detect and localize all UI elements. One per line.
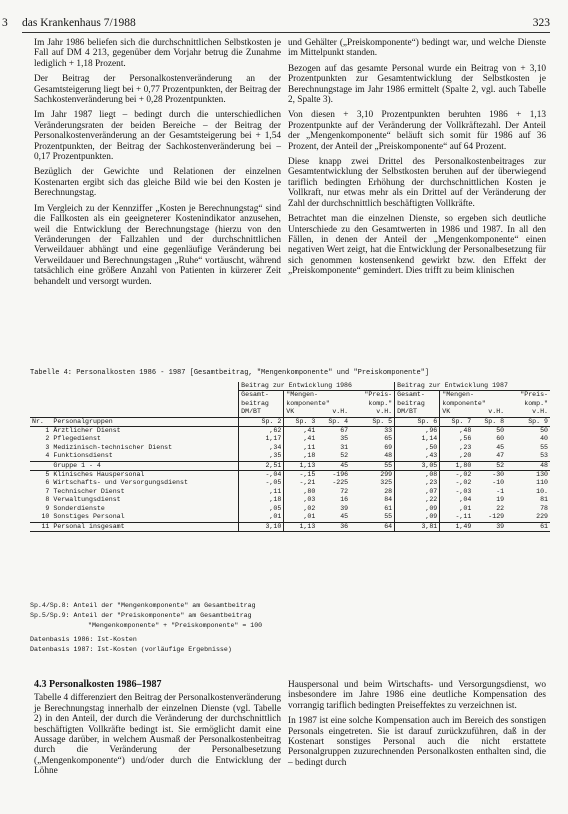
header-cell: komp."	[368, 399, 393, 407]
table-cell: ,04	[440, 496, 474, 504]
table-cell: Sonstiges Personal	[53, 513, 125, 521]
header-cell: DM/BT	[239, 408, 284, 417]
table-cell: Ärztlicher Dienst	[53, 427, 121, 435]
table-cell: ,20	[440, 452, 474, 461]
text-column-left-bottom	[34, 680, 281, 782]
paragraph: Im Jahr 1987 liegt – bedingt durch die unterschiedlichen Veränderungsraten der beiden Bereiche – der Beitrag der Personalkostenveränderung an der Gesamtsteigerung bei + 1,54 Prozentpunkten, der Beitrag der Sachkostenveränderung bei – 0,17 Prozentpunkten.	[34, 110, 281, 163]
table-cell: -,21	[284, 479, 318, 487]
header-cell: "Mengen-	[284, 391, 350, 400]
table-cell: 10	[41, 513, 50, 521]
header-cell: beitrag	[395, 400, 440, 408]
table-cell: 1,49	[440, 522, 474, 531]
table-cell: 28	[384, 487, 393, 495]
table-cell: ,01	[239, 513, 284, 522]
table-cell: ,41	[284, 427, 318, 436]
column-number: Sp. 5	[350, 417, 394, 426]
table-cell: 55	[540, 443, 548, 451]
table-cell: Wirtschafts- und Versorgungsdienst	[53, 479, 188, 487]
header-cell: v.H.	[532, 408, 548, 416]
table-cell	[30, 461, 51, 470]
table-cell: ,07	[395, 488, 440, 496]
table-cell: 31	[340, 443, 349, 451]
table-cell: 3,81	[395, 522, 440, 531]
table-cell: 36	[317, 522, 350, 531]
table-cell: ,11	[239, 488, 284, 496]
table-cell: 1,80	[440, 461, 474, 470]
table-cell: 61	[384, 504, 393, 512]
margin-number: 3	[2, 17, 8, 29]
table-cell: 2	[45, 435, 50, 443]
table-cell: 60	[496, 435, 505, 443]
table-cell: ,80	[284, 488, 318, 496]
table-cell: 110	[536, 479, 548, 487]
table-cell: 325	[380, 479, 393, 487]
table-cell: Medizinisch-technischer Dienst	[53, 443, 173, 451]
table-row	[30, 444, 550, 452]
table-cell: Sonderdienste	[53, 504, 105, 512]
table-cell: Verwaltungsdienst	[53, 496, 121, 504]
paragraph: Hauspersonal und beim Wirtschafts- und Versorgungsdienst, wo insbesondere im Jahre 1986 eine deutliche Kompensation des vorrangig tariflich bedingten Preiseffektes zu verzeichnen ist.	[288, 680, 546, 711]
table-caption: Tabelle 4: Personalkosten 1986 - 1987 [Gesamtbeitrag, "Mengenkomponente" und "Preiskomponente"]	[30, 369, 430, 377]
table-cell: ,23	[395, 479, 440, 487]
table-cell: 6	[45, 479, 50, 487]
note-line: Sp.5/Sp.9: Anteil der "Preiskomponente" am Gesamtbeitrag	[30, 612, 252, 619]
table-cell: Pflegedienst	[53, 435, 101, 443]
table-cell: 8	[45, 496, 50, 504]
paragraph: Im Jahr 1986 beliefen sich die durchschnittlichen Selbstkosten je Fall auf DM 4 213, gegenüber dem Vorjahr betrug die Zunahme lediglich + 1,18 Prozent.	[34, 38, 281, 69]
table-cell: ,35	[239, 452, 284, 461]
table-row	[30, 471, 550, 480]
page-number: 323	[532, 17, 550, 29]
paragraph: Betrachtet man die einzelnen Dienste, so ergeben sich deutliche Unterschiede zu den Gesamtwerten in 1986 und 1987. In all den Fällen, in denen der Anteil der „Mengenkomponente“ einen negativen Wert zeigt, hat die Entwicklung der Personalbesetzung für sich genommen kostensenkend gewirkt bzw. den Effekt der „Preiskomponente“ gemindert. Dies trifft zu beim klinischen	[288, 214, 546, 277]
table-cell: ,11	[284, 444, 318, 452]
table-cell: ,23	[440, 444, 474, 452]
table-cell: ,18	[284, 452, 318, 461]
table-cell: ,41	[284, 435, 318, 443]
table-cell: Personal insgesamt	[51, 522, 238, 531]
header-nr: Nr.	[30, 417, 51, 426]
table-row	[30, 452, 550, 461]
note-line: Sp.4/Sp.8: Anteil der "Mengenkomponente" am Gesamtbeitrag	[30, 602, 256, 609]
table-cell: 10.	[536, 487, 548, 495]
table-cell: 50	[496, 427, 505, 435]
table-cell: -,11	[440, 513, 474, 522]
journal-title: das Krankenhaus 7/1988	[22, 17, 136, 29]
table-cell: 45	[496, 443, 505, 451]
text-column-left-top	[34, 38, 281, 292]
table-cell: 67	[340, 427, 349, 435]
note-line: "Mengenkomponente" + "Preiskomponente" = 100	[88, 622, 263, 629]
table-cell: -129	[488, 513, 505, 521]
table-row	[30, 479, 550, 487]
table-cell: 22	[496, 504, 505, 512]
table-cell: -,05	[239, 479, 284, 487]
personnel-cost-table	[30, 382, 550, 532]
table-cell: 39	[473, 522, 506, 531]
table-row	[30, 435, 550, 443]
table-cell: 3,05	[395, 461, 440, 470]
table-cell: ,56	[440, 435, 474, 443]
table-row	[30, 461, 550, 470]
table-cell: 47	[496, 452, 505, 460]
header-cell: Gesamt-	[239, 391, 284, 400]
header-cell: "Preis-	[520, 391, 548, 399]
table-cell: 229	[536, 513, 548, 521]
header-cell: DM/BT	[395, 408, 440, 417]
table-cell: ,08	[395, 471, 440, 480]
table-cell: 130	[536, 471, 548, 479]
table-row	[30, 427, 550, 436]
column-number: Sp. 8	[473, 417, 506, 426]
group-header-1986: Beitrag zur Entwicklung 1986	[239, 382, 395, 391]
table-row	[30, 522, 550, 531]
table-cell: ,01	[284, 513, 318, 522]
table-cell: 53	[540, 452, 548, 460]
table-cell: 7	[45, 487, 50, 495]
table-cell: ,02	[284, 505, 318, 513]
paragraph: In 1987 ist eine solche Kompensation auch im Bereich des sonstigen Personals eingetreten. Sie ist darauf zurückzuführen, daß in der Kostenart sonstiges Personal auch die nicht erstattete Personalgruppen zuzurechnenden Personalkosten enthalten sind, die – bedingt durch	[288, 716, 546, 768]
table-cell: 5	[45, 471, 50, 479]
table-row	[30, 496, 550, 504]
table-cell: Funktionsdienst	[53, 452, 113, 460]
section-heading: 4.3 Personalkosten 1986–1987	[34, 679, 162, 690]
paragraph: Tabelle 4 differenziert den Beitrag der Personalkostenveränderung je Berechnungstag innerhalb der einzelnen Dienste (vgl. Tabelle 2) in den Anteil, der durch die Veränderung der durchschnittlich beschäftigten Vollkräfte bedingt ist. Sie ermöglicht damit eine Aussage darüber, in welchem Ausmaß der Personalkostenbeitrag durch die Veränderung der Personalbesetzung („Mengenkomponente“) und/oder durch die Entwicklung der Löhne	[34, 693, 281, 777]
table-cell: 299	[380, 471, 393, 479]
header-cell: "Mengen-	[440, 391, 506, 400]
header-cell: v.H.	[376, 408, 393, 416]
table-notes	[30, 601, 262, 655]
table-cell: -,04	[239, 471, 284, 480]
table-cell: ,18	[239, 496, 284, 504]
table-row	[30, 488, 550, 496]
table-cell: ,03	[284, 496, 318, 504]
table-cell: ,01	[440, 505, 474, 513]
table-cell: ,09	[395, 513, 440, 522]
table-cell: -,02	[440, 479, 474, 487]
table-cell: 72	[340, 487, 349, 495]
table-cell: 2,51	[239, 461, 284, 470]
table-cell: 1	[45, 427, 50, 435]
table-cell: 84	[384, 496, 393, 504]
table-row	[30, 505, 550, 513]
text-column-right-top	[288, 38, 546, 282]
table-cell: Technischer Dienst	[53, 487, 125, 495]
table-cell: ,96	[395, 427, 440, 436]
source-line: Datenbasis 1987: Ist-Kosten (vorläufige Ergebnisse)	[30, 646, 232, 653]
table-cell: -,02	[440, 471, 474, 480]
text-column-right-bottom	[288, 680, 546, 773]
table-cell: ,34	[239, 444, 284, 452]
table-cell: ,43	[395, 452, 440, 461]
header-cell: "Preis-	[364, 391, 393, 399]
table-cell: 1,17	[239, 435, 284, 443]
table-cell: Gruppe 1 - 4	[51, 461, 238, 470]
table-cell: 55	[350, 461, 394, 470]
header-cell: v.H.	[332, 408, 349, 416]
table-cell: 45	[317, 461, 350, 470]
table-cell: 69	[384, 443, 393, 451]
table-cell: -10	[492, 479, 505, 487]
table-cell: 19	[496, 496, 505, 504]
table-body	[30, 427, 550, 532]
paragraph: Diese knapp zwei Drittel des Personalkostenbeitrages zur Gesamtentwicklung der Selbstkosten beruhen auf der überwiegend tariflich bedingten Erhöhung der durchschnittlichen Kosten je Vollkraft, nur etwas mehr als ein Drittel auf der Veränderung der Zahl der durchschnittlich beschäftigten Vollkräfte.	[288, 157, 546, 209]
table-cell: -30	[492, 471, 505, 479]
table-row	[30, 513, 550, 522]
header-group: Personalgruppen	[51, 417, 238, 426]
table-cell: 35	[340, 435, 349, 443]
table-cell: 39	[340, 504, 349, 512]
header-cell: v.H.	[488, 408, 505, 416]
table-cell: ,09	[395, 505, 440, 513]
table-cell: ,22	[395, 496, 440, 504]
table-cell: -1	[496, 487, 505, 495]
table-cell: 52	[340, 452, 349, 460]
header-cell: VK	[284, 408, 318, 417]
table-cell: 16	[340, 496, 349, 504]
source-line: Datenbasis 1986: Ist-Kosten	[30, 636, 137, 643]
paragraph: Bezüglich der Gewichte und Relationen der einzelnen Kostenarten ergibt sich das gleiche Bild wie bei den Kosten je Berechnungstag.	[34, 167, 281, 199]
table-cell: 52	[473, 461, 506, 470]
group-header-1987: Beitrag zur Entwicklung 1987	[395, 382, 550, 391]
header-cell: Gesamt-	[395, 391, 440, 400]
paragraph: Bezogen auf das gesamte Personal wurde ein Beitrag von + 3,10 Prozentpunkten zur Gesamtentwicklung der Selbstkosten je Berechnungstage im Jahr 1986 ermittelt (Spalte 2, vgl. auch Tabelle 2, Spalte 3).	[288, 63, 546, 106]
table-cell: 3	[45, 443, 50, 451]
table-cell: 9	[45, 504, 50, 512]
table-cell: 65	[384, 435, 393, 443]
table-cell: 3,10	[239, 522, 284, 531]
table-cell: 61	[506, 522, 550, 531]
column-number: Sp. 6	[395, 417, 440, 426]
table-cell: 50	[540, 427, 548, 435]
table-cell: ,50	[395, 444, 440, 452]
table-cell: 48	[384, 452, 393, 460]
table-cell: Klinisches Hauspersonal	[53, 471, 145, 479]
paragraph: und Gehälter („Preiskomponente“) bedingt war, und welche Dienste im Mittelpunkt standen.	[288, 38, 546, 59]
column-number: Sp. 7	[440, 417, 474, 426]
table-cell: 45	[340, 513, 349, 521]
table-cell: 1,13	[284, 522, 318, 531]
header-cell: beitrag	[239, 400, 284, 408]
table-cell: 40	[540, 435, 548, 443]
table-cell: 64	[350, 522, 394, 531]
table-cell: 78	[540, 504, 548, 512]
table-cell: ,05	[239, 505, 284, 513]
paragraph: Der Beitrag der Personalkostenveränderung an der Gesamtsteigerung liegt bei + 0,77 Prozentpunkten, der Beitrag der Sachkostenveränderung bei + 0,28 Prozentpunkten.	[34, 74, 281, 106]
table-cell: 48	[506, 461, 550, 470]
page-header	[2, 10, 550, 33]
table-cell: ,48	[440, 427, 474, 436]
table-cell: -225	[332, 479, 349, 487]
paragraph: Von diesen + 3,10 Prozentpunkten beruhten 1986 + 1,13 Prozentpunkte auf der Veränderung der Vollkräftezahl. Der Anteil der „Mengenkomponente“ beläuft sich somit für 1986 auf 36 Prozent, der Anteil der „Preiskomponente“ auf 64 Prozent.	[288, 110, 546, 152]
header-cell: komponente"	[440, 400, 506, 408]
column-number: Sp. 3	[284, 417, 318, 426]
column-number: Sp. 4	[317, 417, 350, 426]
table-cell: 1,13	[284, 461, 318, 470]
header-cell: komponente"	[284, 400, 350, 408]
table-cell: 4	[45, 452, 50, 460]
table-cell: 11	[30, 522, 51, 531]
table-cell: -,15	[284, 471, 318, 480]
table-cell: 1,14	[395, 435, 440, 443]
table-cell: ,62	[239, 427, 284, 436]
table-cell: -196	[332, 471, 349, 479]
table-cell: 55	[384, 513, 393, 521]
table-cell: -,03	[440, 488, 474, 496]
paragraph: Im Vergleich zu der Kennziffer „Kosten je Berechnungstag“ sind die Fallkosten als ein geeigneterer Kostenindikator anzusehen, weil die Entwicklung der Berechnungstage (hierzu von den Veränderungen der Fallzahlen und der durchschnittlichen Verweildauer abhängt und eine gegenläufige Veränderung bei Verweildauer und Berechnungstagen „Ruhe“ vortäuscht, während tatsächlich eine größere Anzahl von Patienten in kürzerer Zeit behandelt und versorgt wurden.	[34, 203, 281, 287]
column-number: Sp. 2	[239, 417, 284, 426]
table-cell: 33	[384, 427, 393, 435]
column-number: Sp. 9	[506, 417, 550, 426]
table-cell: 81	[540, 496, 548, 504]
header-cell: komp."	[524, 399, 548, 407]
header-cell: VK	[440, 408, 474, 417]
